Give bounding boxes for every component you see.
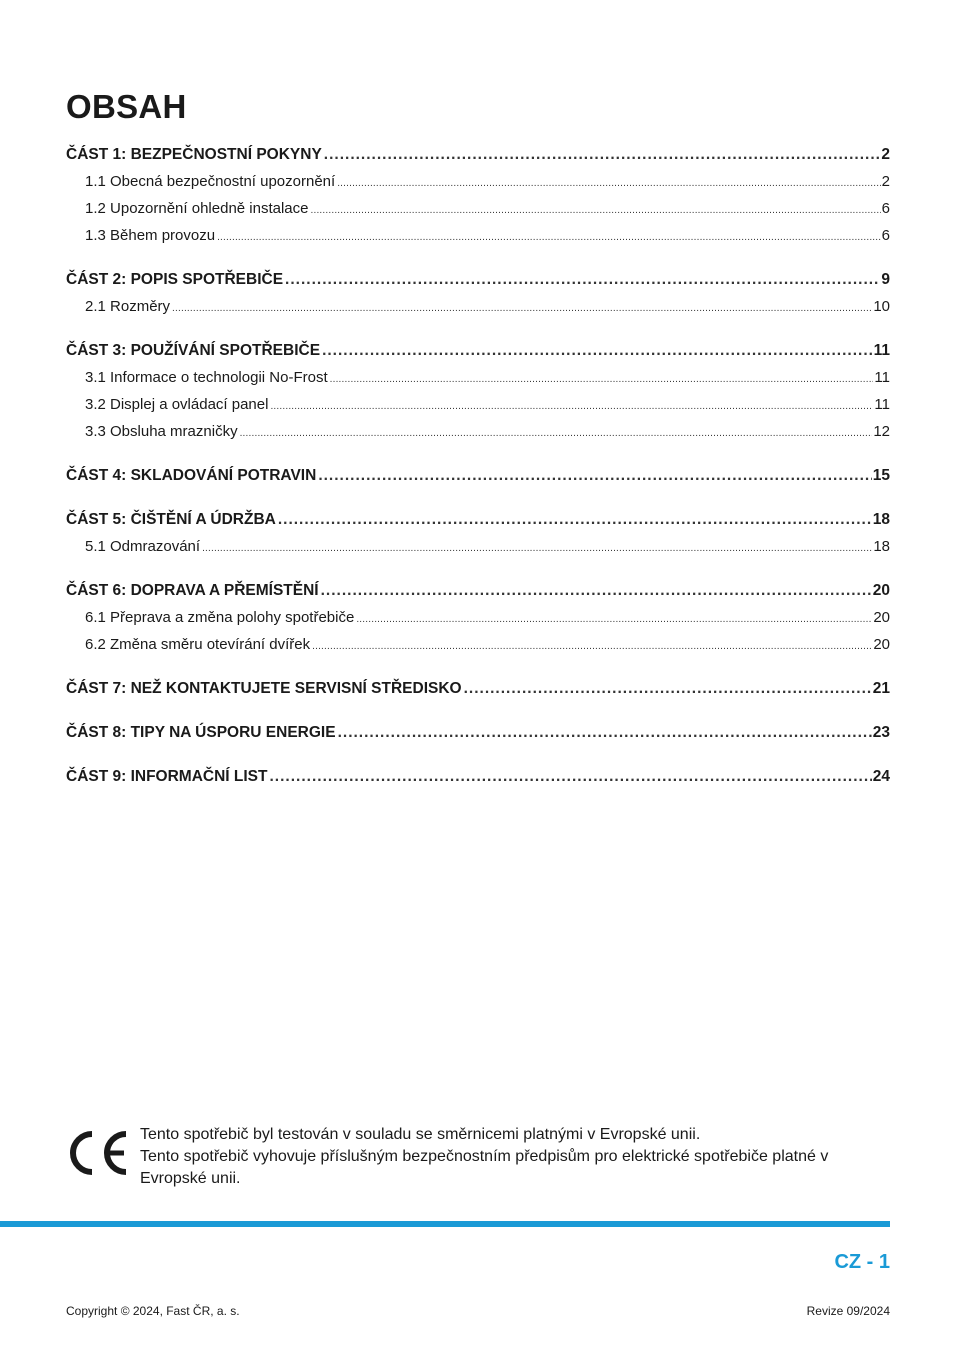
toc-entry-label: 3.3 Obsluha mrazničky [85,423,238,440]
toc-leader [312,641,872,652]
toc-entry-page: 20 [872,582,890,599]
toc-entry[interactable] [66,538,890,565]
ce-notice-line-2: Tento spotřebič vyhovuje příslušným bezpečnostním předpisům pro elektrické spotřebiče platné v Evropské unii. [140,1148,829,1187]
toc-entry-label: 5.1 Odmrazování [85,538,201,555]
toc-entry-label: 3.2 Displej a ovládací panel [85,396,269,413]
toc-entry-page: 9 [881,271,890,288]
toc-entry-page: 20 [873,636,890,653]
toc-entry-label: 1.2 Upozornění ohledně instalace [85,200,309,217]
toc-entry-label: ČÁST 9: INFORMAČNÍ LIST [66,768,268,785]
toc-entry[interactable] [66,298,890,325]
toc-entry-label: ČÁST 2: POPIS SPOTŘEBIČE [66,271,284,288]
toc-leader [321,582,872,600]
toc-entry[interactable] [66,724,890,751]
toc-entry-page: 24 [872,768,890,785]
toc-leader [285,271,880,289]
toc-entry-label: ČÁST 8: TIPY NA ÚSPORU ENERGIE [66,724,336,741]
toc-entry[interactable] [66,146,890,173]
toc-entry-label: ČÁST 3: POUŽÍVÁNÍ SPOTŘEBIČE [66,342,321,359]
toc-entry-page: 6 [881,227,890,244]
revision-text: Revize 09/2024 [806,1304,890,1318]
toc-leader [338,724,872,742]
toc-entry-page: 6 [881,200,890,217]
ce-notice-line-1: Tento spotřebič byl testován v souladu se směrnicemi platnými v Evropské unii. [140,1126,701,1143]
toc-leader [356,614,872,625]
toc-leader [217,232,881,243]
toc-entry-label: 2.1 Rozměry [85,298,171,315]
copyright-text: Copyright © 2024, Fast ČR, a. s. [66,1304,240,1318]
toc-entry[interactable] [66,271,890,298]
toc-entry-page: 12 [873,423,890,440]
toc-entry[interactable] [66,369,890,396]
toc-entry-label: ČÁST 1: BEZPEČNOSTNÍ POKYNY [66,146,322,163]
toc-entry-page: 23 [872,724,890,741]
toc-entry-page: 10 [873,298,890,315]
toc-entry-page: 2 [881,173,890,190]
toc-entry-label: 3.1 Informace o technologii No-Frost [85,369,328,386]
toc-entry[interactable] [66,768,890,795]
toc-entry[interactable] [66,200,890,227]
ce-compliance-notice [66,1124,890,1190]
toc-leader [278,511,872,529]
toc-leader [202,543,872,554]
ce-notice-text [140,1124,890,1190]
toc-entry[interactable] [66,423,890,450]
toc-entry-page: 11 [873,342,890,359]
toc-entry-page: 11 [874,369,890,386]
ce-mark-icon [66,1128,130,1178]
toc-entry-label: ČÁST 4: SKLADOVÁNÍ POTRAVIN [66,467,317,484]
toc-leader [322,342,873,360]
footer-divider [0,1221,890,1227]
toc-entry[interactable] [66,467,890,494]
toc-leader [318,467,871,485]
toc-leader [240,428,873,439]
toc-leader [337,178,880,189]
page-title: OBSAH [66,88,187,125]
page-number: CZ - 1 [834,1251,890,1273]
toc-leader [311,205,881,216]
toc-entry[interactable] [66,636,890,663]
toc-entry-label: 6.1 Přeprava a změna polohy spotřebiče [85,609,355,626]
toc-entry-page: 11 [874,396,890,413]
toc-leader [270,768,872,786]
toc-entry-label: 1.1 Obecná bezpečnostní upozornění [85,173,336,190]
toc-leader [330,374,874,385]
table-of-contents [66,146,890,795]
toc-leader [172,303,872,314]
toc-entry-page: 18 [872,511,890,528]
toc-entry-page: 15 [872,467,890,484]
toc-entry-page: 20 [873,609,890,626]
toc-entry-label: ČÁST 7: NEŽ KONTAKTUJETE SERVISNÍ STŘEDISKO [66,680,462,697]
toc-entry-label: 1.3 Během provozu [85,227,216,244]
toc-entry-page: 21 [872,680,890,697]
toc-entry[interactable] [66,680,890,707]
toc-entry[interactable] [66,342,890,369]
toc-entry[interactable] [66,582,890,609]
toc-entry-page: 18 [873,538,890,555]
toc-entry[interactable] [66,173,890,200]
toc-leader [270,401,873,412]
toc-entry[interactable] [66,609,890,636]
toc-entry-label: 6.2 Změna směru otevírání dvířek [85,636,311,653]
toc-leader [324,146,881,164]
toc-entry-label: ČÁST 5: ČIŠTĚNÍ A ÚDRŽBA [66,511,276,528]
toc-entry-page: 2 [881,146,890,163]
toc-leader [464,680,872,698]
toc-entry-label: ČÁST 6: DOPRAVA A PŘEMÍSTĚNÍ [66,582,319,599]
toc-entry[interactable] [66,511,890,538]
toc-entry[interactable] [66,396,890,423]
toc-entry[interactable] [66,227,890,254]
